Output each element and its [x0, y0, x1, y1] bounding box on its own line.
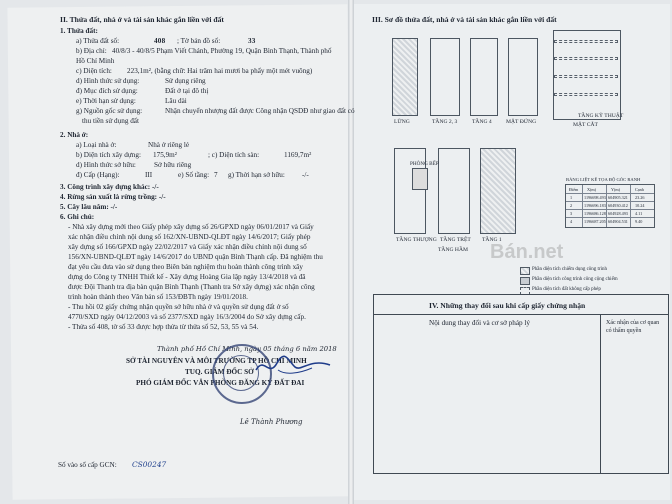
plan-floor-1 [480, 148, 516, 234]
kitchen-detail [412, 168, 428, 190]
floors-label: e) Số tầng: [178, 171, 210, 179]
plan-label: MẶT CẮT [573, 122, 598, 128]
note-line: - Thửa số 408, tờ số 33 được hợp thửa từ thửa số 52, 53, 55 và 54. [68, 323, 259, 331]
map-sheet-label: ; Tờ bản đồ số: [177, 37, 221, 45]
table-cell: 10.24 [635, 203, 645, 208]
own-term-label: g) Thời hạn sở hữu: [228, 171, 285, 179]
own-term-value: -/- [302, 171, 309, 179]
register-value: CS00247 [132, 460, 167, 469]
table-header: Y(m) [611, 187, 621, 192]
table-divider [600, 314, 601, 473]
parcel-number-label: a) Thửa đất số: [76, 37, 120, 45]
parcel-number: 408 [154, 37, 166, 45]
house-heading: 2. Nhà ở: [60, 131, 89, 139]
authority-line-3: PHÓ GIÁM ĐỐC VĂN PHÒNG ĐĂNG KÝ ĐẤT ĐAI [136, 379, 305, 387]
signer-name: Lê Thành Phương [240, 418, 303, 426]
table-cell: 604905.321 [608, 195, 628, 200]
note-line: - Nhà xây dựng mới theo Giấy phép xây dựng số 26/GPXD ngày 06/01/2017 và Giấy [68, 223, 314, 231]
floor-area-value: 1169,7m² [284, 151, 312, 159]
table-divider [566, 201, 654, 202]
plan-label: TẦNG TRỆT [440, 237, 471, 243]
table-divider [566, 193, 654, 194]
section-line [554, 57, 618, 60]
plan-ground-floor [438, 148, 470, 234]
plan-label: TẦNG 4 [472, 119, 492, 125]
table-cell: 1196696.183 [584, 203, 606, 208]
perennial-trees: 5. Cây lâu năm: -/- [60, 203, 118, 211]
table-divider [630, 185, 631, 227]
plan-label: MẶT ĐỨNG [506, 119, 537, 125]
table-cell: 23.26 [635, 195, 645, 200]
note-line: được Đội Thanh tra địa bàn quận Bình Thạnh (Thanh tra Sở xây dựng) xác nhận công [68, 283, 315, 291]
notes-heading: 6. Ghi chú: [60, 213, 95, 221]
level-label: đ) Cấp (Hạng): [76, 171, 120, 179]
note-line: xác nhận điều chỉnh nội dung số 162/XN-UBND-QLĐT ngày 14/6/2017; Giấy phép [68, 233, 311, 241]
map-sheet-number: 33 [248, 37, 256, 45]
plan-roof [508, 38, 538, 116]
table-header: Điểm [569, 187, 579, 192]
plan-label: TẦNG KỸ THUẬT [578, 113, 624, 119]
ownership-label: d) Hình thức sở hữu: [76, 161, 136, 169]
table-divider [566, 217, 654, 218]
address-line-1: 40/8/3 - 40/8/5 Phạm Viết Chánh, Phường 19, Quận Bình Thạnh, Thành phố [112, 47, 332, 55]
table-cell: 2 [570, 203, 573, 208]
legend-label: Phần diện tích chiếm dụng công trình [532, 267, 607, 272]
confirmation-column-header: Xác nhận của cơ quan có thẩm quyền [606, 320, 660, 334]
plan-label: TẦNG 2, 3 [432, 119, 458, 125]
term-label: e) Thời hạn sử dụng: [76, 97, 136, 105]
plan-label: LỮNG [394, 119, 410, 125]
table-cell: 1196687.205 [584, 219, 606, 224]
table-cell: 3 [570, 211, 573, 216]
changes-column-header: Nội dung thay đổi và cơ sở pháp lý [429, 319, 531, 327]
section-ii-title: II. Thửa đất, nhà ở và tài sản khác gắn liền với đất [60, 15, 224, 24]
section-line [554, 40, 618, 43]
table-divider [606, 185, 607, 227]
coordinate-table [565, 184, 655, 228]
level-value: III [145, 171, 153, 179]
table-cell: 1196686.128 [584, 211, 606, 216]
ownership-value: Sở hữu riêng [154, 161, 192, 169]
table-header: X(m) [587, 187, 597, 192]
floor-area-label: ; c) Diện tích sàn: [208, 151, 260, 159]
table-divider [566, 209, 654, 210]
table-cell: 4 [570, 219, 573, 224]
building-elevation [392, 38, 418, 116]
issue-date: Thành phố Hồ Chí Minh, ngày 05 tháng 6 năm 2018 [157, 345, 337, 353]
plan-floor-4 [470, 38, 498, 116]
note-line: 4770/SXD ngày 04/12/2003 và số 2377/SXD ngày 16/3/2004 do Sở xây dựng cấp. [68, 313, 306, 321]
table-cell: 9.40 [635, 219, 643, 224]
term-value: Lâu dài [165, 97, 187, 105]
page-fold [348, 0, 354, 504]
area-label: c) Diện tích: [76, 67, 112, 75]
origin-line-1: Nhận chuyển nhượng đất được Công nhận QSDĐ như giao đất có [165, 107, 355, 115]
authority-line-2: TUQ. GIÁM ĐỐC SỞ [185, 368, 254, 376]
purpose-value: Đất ở tại đô thị [165, 87, 209, 95]
plan-upper-floors [430, 38, 460, 116]
table-cell: 604930.412 [608, 203, 628, 208]
legend-label: Phần diện tích công trình công cộng chiếm [532, 277, 618, 282]
table-cell: 4.11 [635, 211, 643, 216]
address-line-2: Hồ Chí Minh [76, 57, 115, 65]
section-iv-title: IV. Những thay đổi sau khi cấp giấy chứng nhận [429, 301, 586, 310]
table-divider [374, 314, 668, 315]
plan-label: TẦNG 1 [482, 237, 502, 243]
register-label: Số vào sổ cấp GCN: [58, 461, 117, 469]
plan-label: PHÒNG BẾP [410, 161, 439, 167]
section-iii-title: III. Sơ đồ thửa đất, nhà ở và tài sản khác gắn liền với đất [372, 15, 557, 24]
house-type-label: a) Loại nhà ở: [76, 141, 117, 149]
house-type-value: Nhà ở riêng lẻ [148, 141, 190, 149]
note-line: - Thu hồi 02 giấy chứng nhận quyền sở hữu nhà ở và quyền sử dụng đất ở số [68, 303, 289, 311]
table-cell: 604904.531 [608, 219, 628, 224]
coordinate-table-title: BẢNG LIỆT KÊ TỌA ĐỘ GÓC RANH [566, 177, 641, 182]
plan-label: TẦNG THƯỢNG [396, 237, 437, 243]
use-form-label: d) Hình thức sử dụng: [76, 77, 140, 85]
signature [254, 352, 332, 378]
purpose-label: đ) Mục đích sử dụng: [76, 87, 138, 95]
floors-value: 7 [214, 171, 218, 179]
legend-swatch [520, 267, 530, 275]
section-line [554, 93, 618, 96]
note-line: xây dựng số 166/GPXD ngày 22/02/2017 và Giấy xác nhận điều chỉnh nội dung số [68, 243, 307, 251]
table-header: Cạnh [635, 187, 644, 192]
authority-line-1: SỞ TÀI NGUYÊN VÀ MÔI TRƯỜNG TP HỒ CHÍ MINH [126, 357, 307, 365]
origin-label: g) Nguồn gốc sử dụng: [76, 107, 143, 115]
other-works: 3. Công trình xây dựng khác: -/- [60, 183, 159, 191]
table-cell: 1 [570, 195, 573, 200]
area-value: 223,1m², (bằng chữ: Hai trăm hai mươi ba phẩy một mét vuông) [127, 67, 313, 75]
table-cell: 604928.493 [608, 211, 628, 216]
use-form-value: Sử dụng riêng [165, 77, 206, 85]
origin-line-2: thu tiền sử dụng đất [82, 117, 139, 125]
building-area-value: 175,9m² [153, 151, 177, 159]
changes-table [373, 294, 669, 474]
note-line: 156/XN-UBND-QLĐT ngày 14/6/2017 do UBND quận Bình Thạnh cấp. Đã nghiệm thu [68, 253, 323, 261]
address-label: b) Địa chỉ: [76, 47, 107, 55]
note-line: trình hoàn thành theo Văn bản số 153/ĐBTh ngày 19/01/2018. [68, 293, 248, 301]
note-line: đạt yêu cầu đưa vào sử dụng theo Biên bản nghiệm thu hoàn thành công trình xây [68, 263, 303, 271]
note-line: dựng do Công ty TNHH Thiết kế - Xây dựng Hoàng Gia lập ngày 13/4/2018 và đã [68, 273, 306, 281]
table-divider [582, 185, 583, 227]
land-heading: 1. Thửa đất: [60, 27, 98, 35]
legend-swatch [520, 277, 530, 285]
plan-label: TẦNG HẦM [438, 247, 468, 253]
forest: 4. Rừng sản xuất là rừng trồng: -/- [60, 193, 166, 201]
building-area-label: b) Diện tích xây dựng: [76, 151, 141, 159]
section-line [554, 75, 618, 78]
watermark: Bán.net [490, 241, 564, 263]
legend-label: Phần diện tích đất không cấp phép [532, 287, 601, 292]
table-cell: 1196698.493 [584, 195, 606, 200]
